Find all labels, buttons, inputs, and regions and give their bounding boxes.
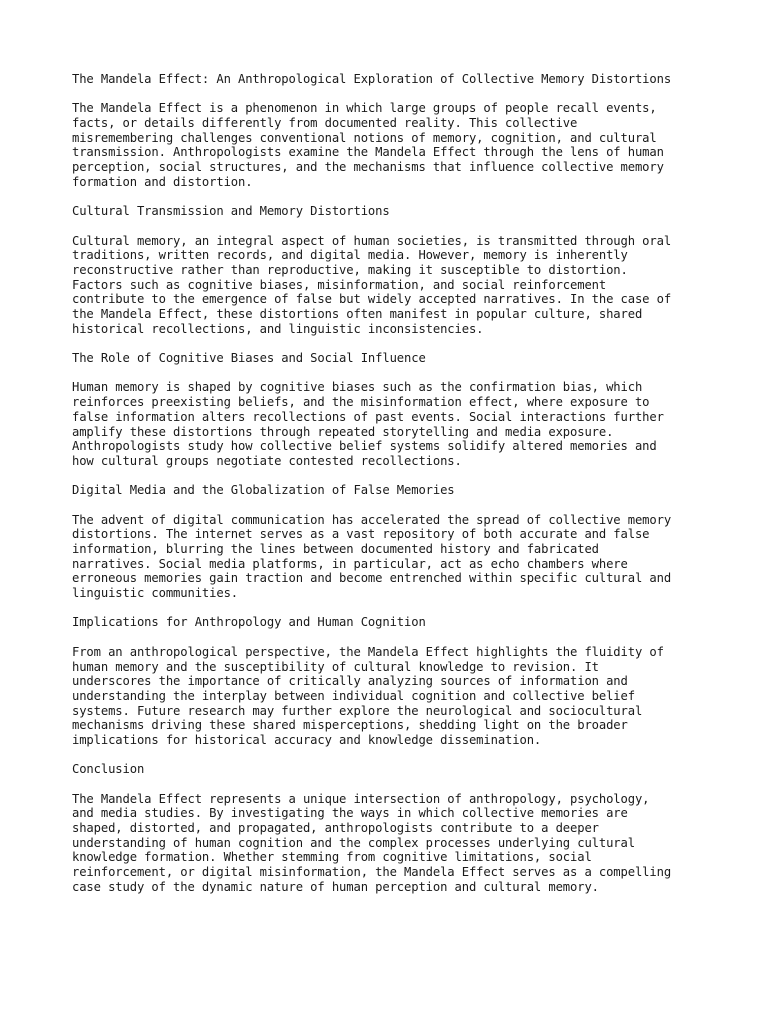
section-paragraph <box>72 645 712 748</box>
section-heading: Conclusion <box>72 762 145 777</box>
paragraph-line: From an anthropological perspective, the Mandela Effect highlights the fluidity of <box>72 644 664 659</box>
paragraph-line: knowledge formation. Whether stemming from cognitive limitations, social <box>72 850 592 865</box>
section-paragraph <box>72 101 712 189</box>
section-paragraph <box>72 792 712 895</box>
paragraph-line: The Mandela Effect represents a unique intersection of anthropology, psychology, <box>72 791 650 806</box>
paragraph-line: reinforces preexisting beliefs, and the misinformation effect, where exposure to <box>72 395 650 410</box>
paragraph-line: linguistic communities. <box>72 586 239 601</box>
paragraph-line: Cultural memory, an integral aspect of human societies, is transmitted through oral <box>72 233 672 248</box>
spacer <box>72 87 712 102</box>
paragraph-line: shaped, distorted, and propagated, anthropologists contribute to a deeper <box>72 821 599 836</box>
paragraph-line: systems. Future research may further explore the neurological and sociocultural <box>72 703 643 718</box>
spacer <box>72 601 712 616</box>
spacer <box>72 219 712 234</box>
paragraph-line: The Mandela Effect is a phenomenon in which large groups of people recall events, <box>72 101 657 116</box>
spacer <box>72 190 712 205</box>
paragraph-line: reconstructive rather than reproductive, making it susceptible to distortion. <box>72 262 628 277</box>
paragraph-line: transmission. Anthropologists examine the Mandela Effect through the lens of human <box>72 145 664 160</box>
paragraph-line: underscores the importance of critically analyzing sources of information and <box>72 674 628 689</box>
paragraph-line: formation and distortion. <box>72 174 253 189</box>
paragraph-line: amplify these distortions through repeated storytelling and media exposure. <box>72 424 614 439</box>
paragraph-line: The advent of digital communication has accelerated the spread of collective memory <box>72 512 672 527</box>
paragraph-line: implications for historical accuracy and knowledge dissemination. <box>72 732 542 747</box>
spacer <box>72 469 712 484</box>
paragraph-line: mechanisms driving these shared misperceptions, shedding light on the broader <box>72 718 628 733</box>
paragraph-line: narratives. Social media platforms, in particular, act as echo chambers where <box>72 556 628 571</box>
section-paragraph <box>72 380 712 468</box>
paragraph-line: contribute to the emergence of false but widely accepted narratives. In the case of <box>72 292 672 307</box>
spacer <box>72 498 712 513</box>
paragraph-line: reinforcement, or digital misinformation, the Mandela Effect serves as a compelling <box>72 865 672 880</box>
paragraph-line: Human memory is shaped by cognitive biases such as the confirmation bias, which <box>72 380 643 395</box>
paragraph-line: distortions. The internet serves as a vast repository of both accurate and false <box>72 527 650 542</box>
document-title: The Mandela Effect: An Anthropological Exploration of Collective Memory Distortions <box>72 72 672 86</box>
paragraph-line: information, blurring the lines between documented history and fabricated <box>72 542 599 556</box>
section-heading: Implications for Anthropology and Human Cognition <box>72 615 426 630</box>
document-body <box>72 101 712 894</box>
paragraph-line: the Mandela Effect, these distortions often manifest in popular culture, shared <box>72 307 643 321</box>
section-heading: Digital Media and the Globalization of False Memories <box>72 483 455 498</box>
paragraph-line: historical recollections, and linguistic inconsistencies. <box>72 321 484 336</box>
paragraph-line: understanding of human cognition and the complex processes underlying cultural <box>72 835 635 850</box>
paragraph-line: Anthropologists study how collective belief systems solidify altered memories and <box>72 439 657 454</box>
section-heading: The Role of Cognitive Biases and Social Influence <box>72 351 426 366</box>
paragraph-line: human memory and the susceptibility of cultural knowledge to revision. It <box>72 659 599 674</box>
paragraph-line: understanding the interplay between individual cognition and collective belief <box>72 688 635 703</box>
section-paragraph <box>72 513 712 601</box>
paragraph-line: traditions, written records, and digital media. However, memory is inherently <box>72 248 628 263</box>
spacer <box>72 336 712 351</box>
paragraph-line: case study of the dynamic nature of human perception and cultural memory. <box>72 879 599 894</box>
spacer <box>72 748 712 763</box>
spacer <box>72 777 712 792</box>
section-heading: Cultural Transmission and Memory Distortions <box>72 204 390 219</box>
paragraph-line: how cultural groups negotiate contested recollections. <box>72 453 462 468</box>
spacer <box>72 630 712 645</box>
paragraph-line: facts, or details differently from documented reality. This collective <box>72 116 578 131</box>
paragraph-line: misremembering challenges conventional notions of memory, cognition, and cultural <box>72 130 657 145</box>
paragraph-line: and media studies. By investigating the ways in which collective memories are <box>72 806 628 821</box>
paragraph-line: false information alters recollections of past events. Social interactions further <box>72 409 664 424</box>
document-page <box>72 72 712 895</box>
section-paragraph <box>72 234 712 337</box>
paragraph-line: erroneous memories gain traction and become entrenched within specific cultural and <box>72 571 672 586</box>
spacer <box>72 366 712 381</box>
paragraph-line: perception, social structures, and the mechanisms that influence collective memory <box>72 160 664 175</box>
paragraph-line: Factors such as cognitive biases, misinformation, and social reinforcement <box>72 277 607 292</box>
